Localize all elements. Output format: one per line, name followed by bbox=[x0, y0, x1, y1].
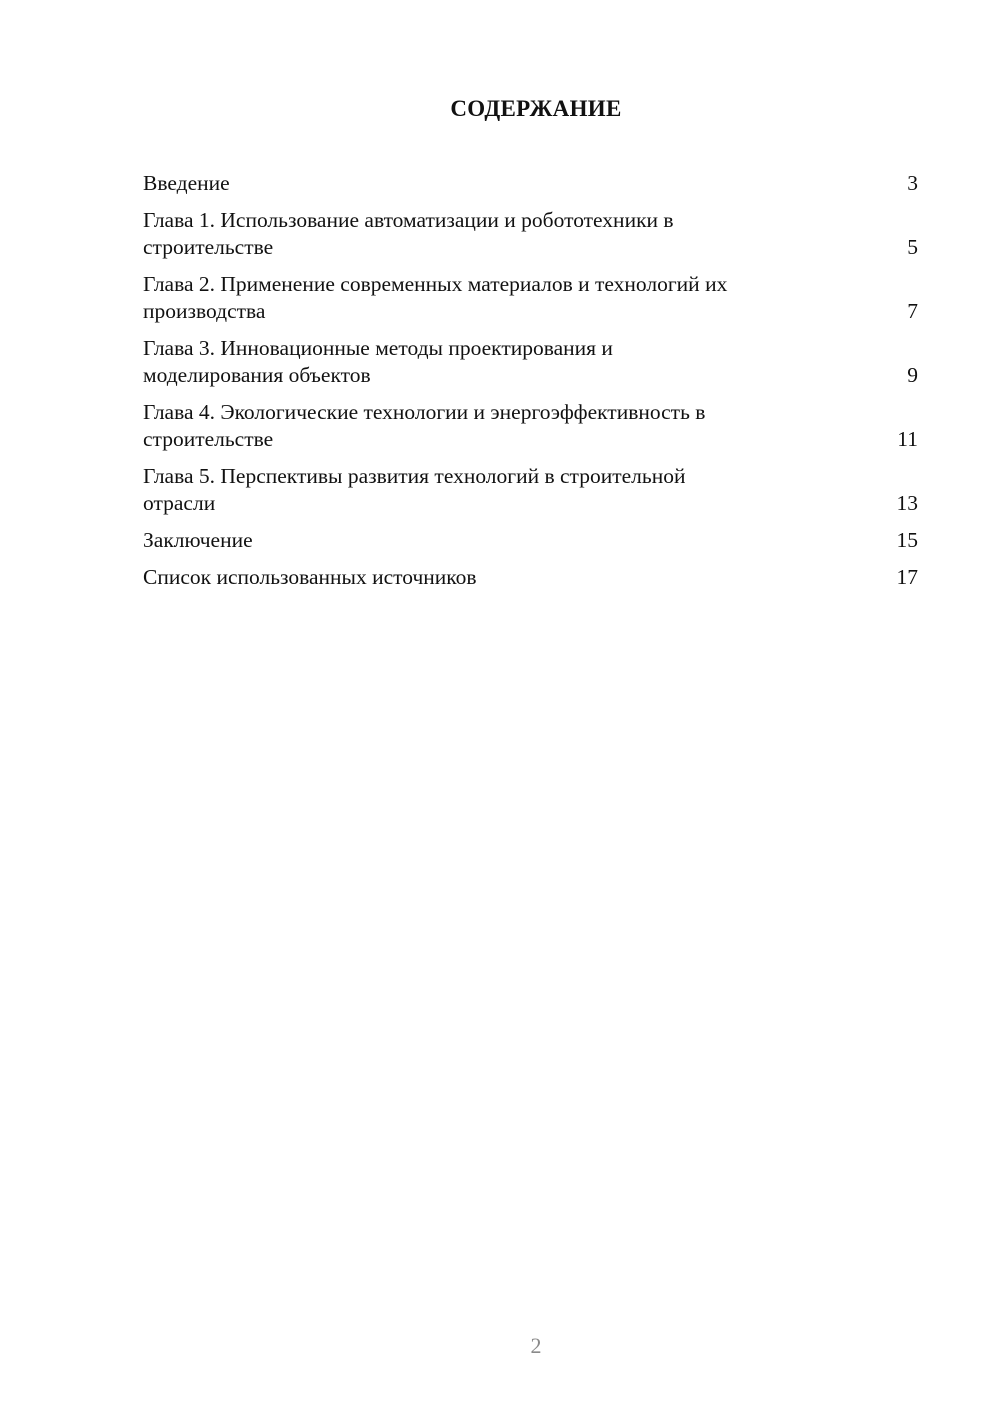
toc-entry-line: строительстве bbox=[143, 427, 274, 451]
toc-entry-introduction bbox=[143, 170, 918, 197]
toc-entry-line: производства bbox=[143, 299, 266, 323]
toc-entry-chapter-1 bbox=[143, 207, 918, 261]
toc-entry-page: 15 bbox=[896, 528, 918, 552]
toc-entry-text bbox=[143, 271, 878, 325]
toc-entry-text bbox=[143, 463, 878, 517]
toc-entry-conclusion bbox=[143, 527, 918, 554]
toc-entry-page: 5 bbox=[907, 235, 918, 259]
toc-entry-line: Заключение bbox=[143, 528, 253, 552]
page-number: 2 bbox=[530, 1333, 542, 1358]
toc-entry-line: Глава 1. Использование автоматизации и робототехники в bbox=[143, 208, 674, 232]
toc-entry-text bbox=[143, 399, 878, 453]
toc-entry-text bbox=[143, 335, 878, 389]
toc-entry-line: Глава 3. Инновационные методы проектирования и bbox=[143, 336, 613, 360]
toc-entry-text bbox=[143, 527, 878, 554]
toc-entry-page: 11 bbox=[897, 427, 918, 451]
toc-entry-page: 7 bbox=[907, 299, 918, 323]
toc-entry-line: строительстве bbox=[143, 235, 274, 259]
toc-entry-page: 13 bbox=[896, 491, 918, 515]
page-title: СОДЕРЖАНИЕ bbox=[450, 96, 622, 121]
toc-entry-references bbox=[143, 564, 918, 591]
toc-entry-line: отрасли bbox=[143, 491, 216, 515]
table-of-contents bbox=[143, 170, 918, 601]
toc-entry-chapter-4 bbox=[143, 399, 918, 453]
toc-entry-chapter-2 bbox=[143, 271, 918, 325]
toc-entry-line: Введение bbox=[143, 171, 230, 195]
toc-entry-line: Глава 2. Применение современных материалов и технологий их bbox=[143, 272, 728, 296]
toc-entry-chapter-5 bbox=[143, 463, 918, 517]
toc-entry-line: Список использованных источников bbox=[143, 565, 477, 589]
toc-entry-text bbox=[143, 207, 878, 261]
toc-entry-page: 17 bbox=[896, 565, 918, 589]
toc-entry-line: Глава 4. Экологические технологии и энергоэффективность в bbox=[143, 400, 706, 424]
toc-entry-line: Глава 5. Перспективы развития технологий в строительной bbox=[143, 464, 686, 488]
toc-entry-text bbox=[143, 564, 878, 591]
toc-entry-line: моделирования объектов bbox=[143, 363, 371, 387]
toc-entry-chapter-3 bbox=[143, 335, 918, 389]
toc-entry-page: 3 bbox=[907, 171, 918, 195]
toc-entry-text bbox=[143, 170, 878, 197]
toc-entry-page: 9 bbox=[907, 363, 918, 387]
